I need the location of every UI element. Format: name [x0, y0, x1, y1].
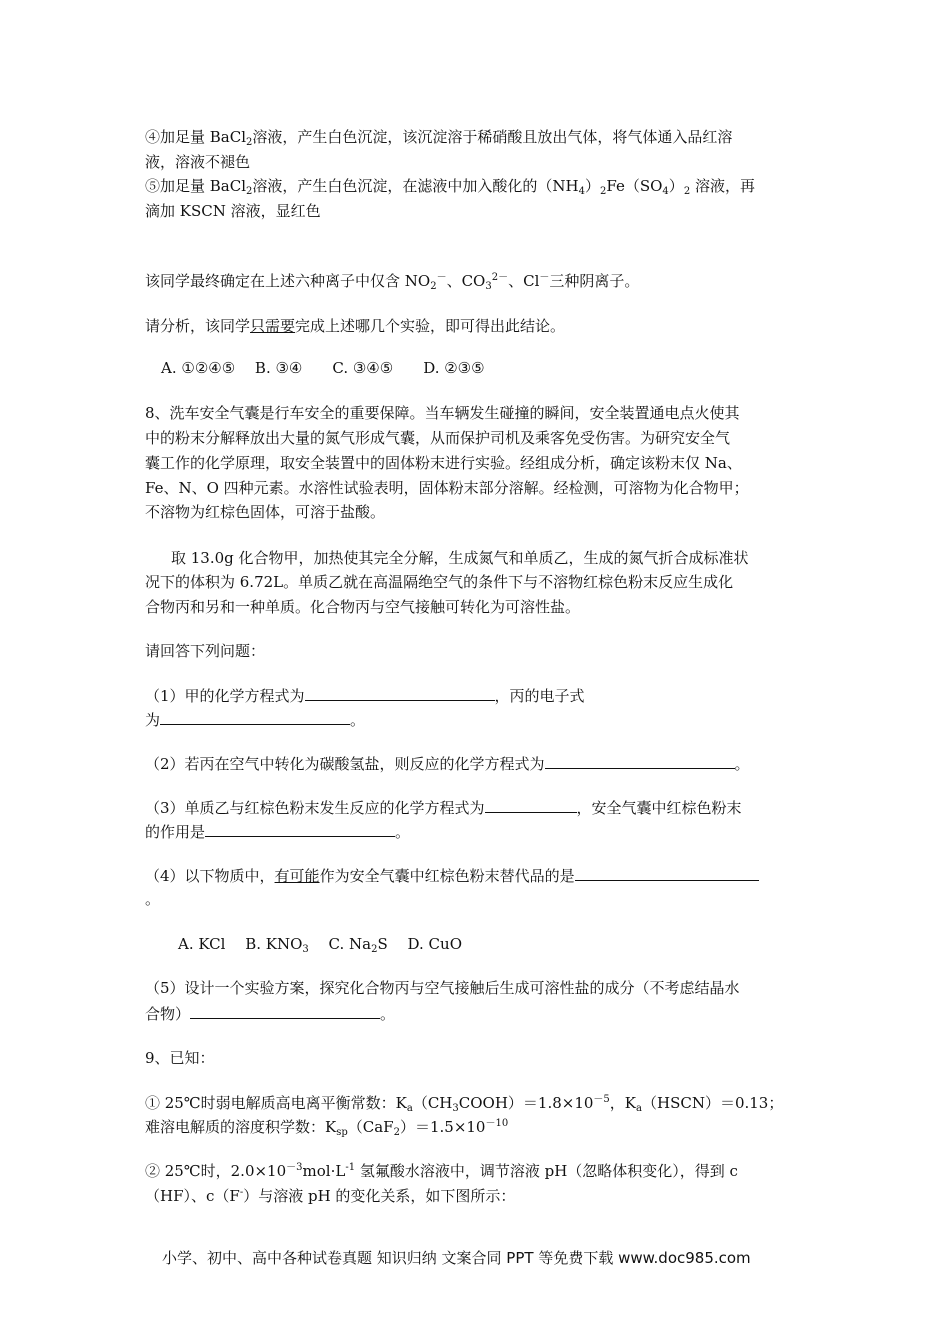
q8-line-3: 囊工作的化学原理，取安全装置中的固体粉末进行实验。经组成分析，确定该粉末仅 Na、	[145, 454, 742, 472]
subq-5: （5）设计一个实验方案，探究化合物丙与空气接触后生成可溶性盐的成分（不考虑结晶水	[145, 979, 740, 997]
q9-known-2: ② 25℃时，$2.0\times 10^{-3}mol\cdot L^{-1}$ 氢氟酸水溶液中，调节溶液 pH（忽略体积变化），得到 c	[145, 1162, 738, 1180]
subq-4-cont: 。	[145, 890, 161, 908]
answer-options-7: A. ①②④⑤ B. ③④ C. ③④⑤ D. ②③⑤	[161, 359, 485, 377]
answer-blank[interactable]	[205, 821, 395, 837]
question-prompt: 请分析，该同学只需要完成上述哪几个实验，即可得出此结论。	[145, 317, 566, 335]
page-footer: 小学、初中、高中各种试卷真题 知识归纳 文案合同 PPT 等免费下载 www.doc985.com	[162, 1249, 751, 1267]
text-line-4-cont: 液，溶液不褪色	[145, 153, 251, 171]
q9-title: 9、已知：	[145, 1049, 215, 1067]
q8-line-2: 中的粉末分解释放出大量的氮气形成气囊，从而保护司机及乘客免受伤害。为研究安全气	[145, 429, 731, 447]
answer-blank[interactable]	[545, 753, 735, 769]
subq-4: （4）以下物质中，有可能作为安全气囊中红棕色粉末替代品的是	[145, 865, 759, 886]
q8-para2-line-2: 况下的体积为 6.72L。单质乙就在高温隔绝空气的条件下与不溶物红棕色粉末反应生成化	[145, 573, 734, 591]
subq-3: （3）单质乙与红棕色粉末发生反应的化学方程式为 ，安全气囊中红棕色粉末	[145, 799, 742, 817]
text-line-5-cont: 滴加 KSCN 溶液，显红色	[145, 202, 321, 220]
q9-known-1: ① 25℃时弱电解质高电离平衡常数：$K_a(CH_3COOH)=1.8\times 10^{-5}$，$K_a(HSCN)=0.13$；	[145, 1094, 784, 1114]
subq-5-cont: 合物） 。	[145, 1005, 396, 1023]
text-line-5: ⑤加足量 BaCl$_2$溶液，产生白色沉淀，在滤液中加入酸化的$(NH_4)_2Fe(SO_4)_2$ 溶液，再	[145, 177, 755, 197]
subq-1-cont: 为 。	[145, 711, 366, 729]
q8-para2-line-1: 取 13.0g 化合物甲，加热使其完全分解，生成氮气和单质乙，生成的氮气折合成标准状	[171, 549, 749, 567]
answer-options-4: A. KCl B. $KNO_3$ C. $Na_2S$ D. CuO	[178, 935, 462, 955]
ask-line: 请回答下列问题：	[145, 642, 266, 660]
text-line-4: ④加足量 BaCl$_2$溶液，产生白色沉淀，该沉淀溶于稀硝酸且放出气体，将气体通入品红溶	[145, 128, 733, 148]
answer-blank[interactable]	[575, 865, 759, 881]
answer-blank[interactable]	[305, 685, 495, 701]
q8-line-5: 不溶物为红棕色固体，可溶于盐酸。	[145, 503, 386, 521]
subq-2: （2）若丙在空气中转化为碳酸氢盐，则反应的化学方程式为 。	[145, 755, 750, 773]
q9-known-1-cont: 难溶电解质的溶度积学数：$K_{sp}(CaF_2)=1.5\times 10^{-10}$	[145, 1118, 509, 1138]
subq-1: （1）甲的化学方程式为 ，丙的电子式	[145, 687, 585, 705]
q8-line-1: 8、洗车安全气囊是行车安全的重要保障。当车辆发生碰撞的瞬间，安全装置通电点火使其	[145, 404, 740, 422]
q8-para2-line-3: 合物丙和另和一种单质。化合物丙与空气接触可转化为可溶性盐。	[145, 598, 581, 616]
answer-blank[interactable]	[485, 797, 577, 813]
answer-blank[interactable]	[190, 1003, 380, 1019]
q9-known-2-cont: （HF）、c（F-）与溶液 pH 的变化关系，如下图所示：	[145, 1187, 516, 1205]
subq-3-cont: 的作用是 。	[145, 823, 411, 841]
q8-line-4: Fe、N、O 四种元素。水溶性试验表明，固体粉末部分溶解。经检测，可溶物为化合物甲；	[145, 479, 749, 497]
conclusion-line: 该同学最终确定在上述六种离子中仅含 $NO_2^-$、$CO_3^{2-}$、Cl－三种阴离子。	[145, 272, 640, 292]
answer-blank[interactable]	[160, 709, 350, 725]
